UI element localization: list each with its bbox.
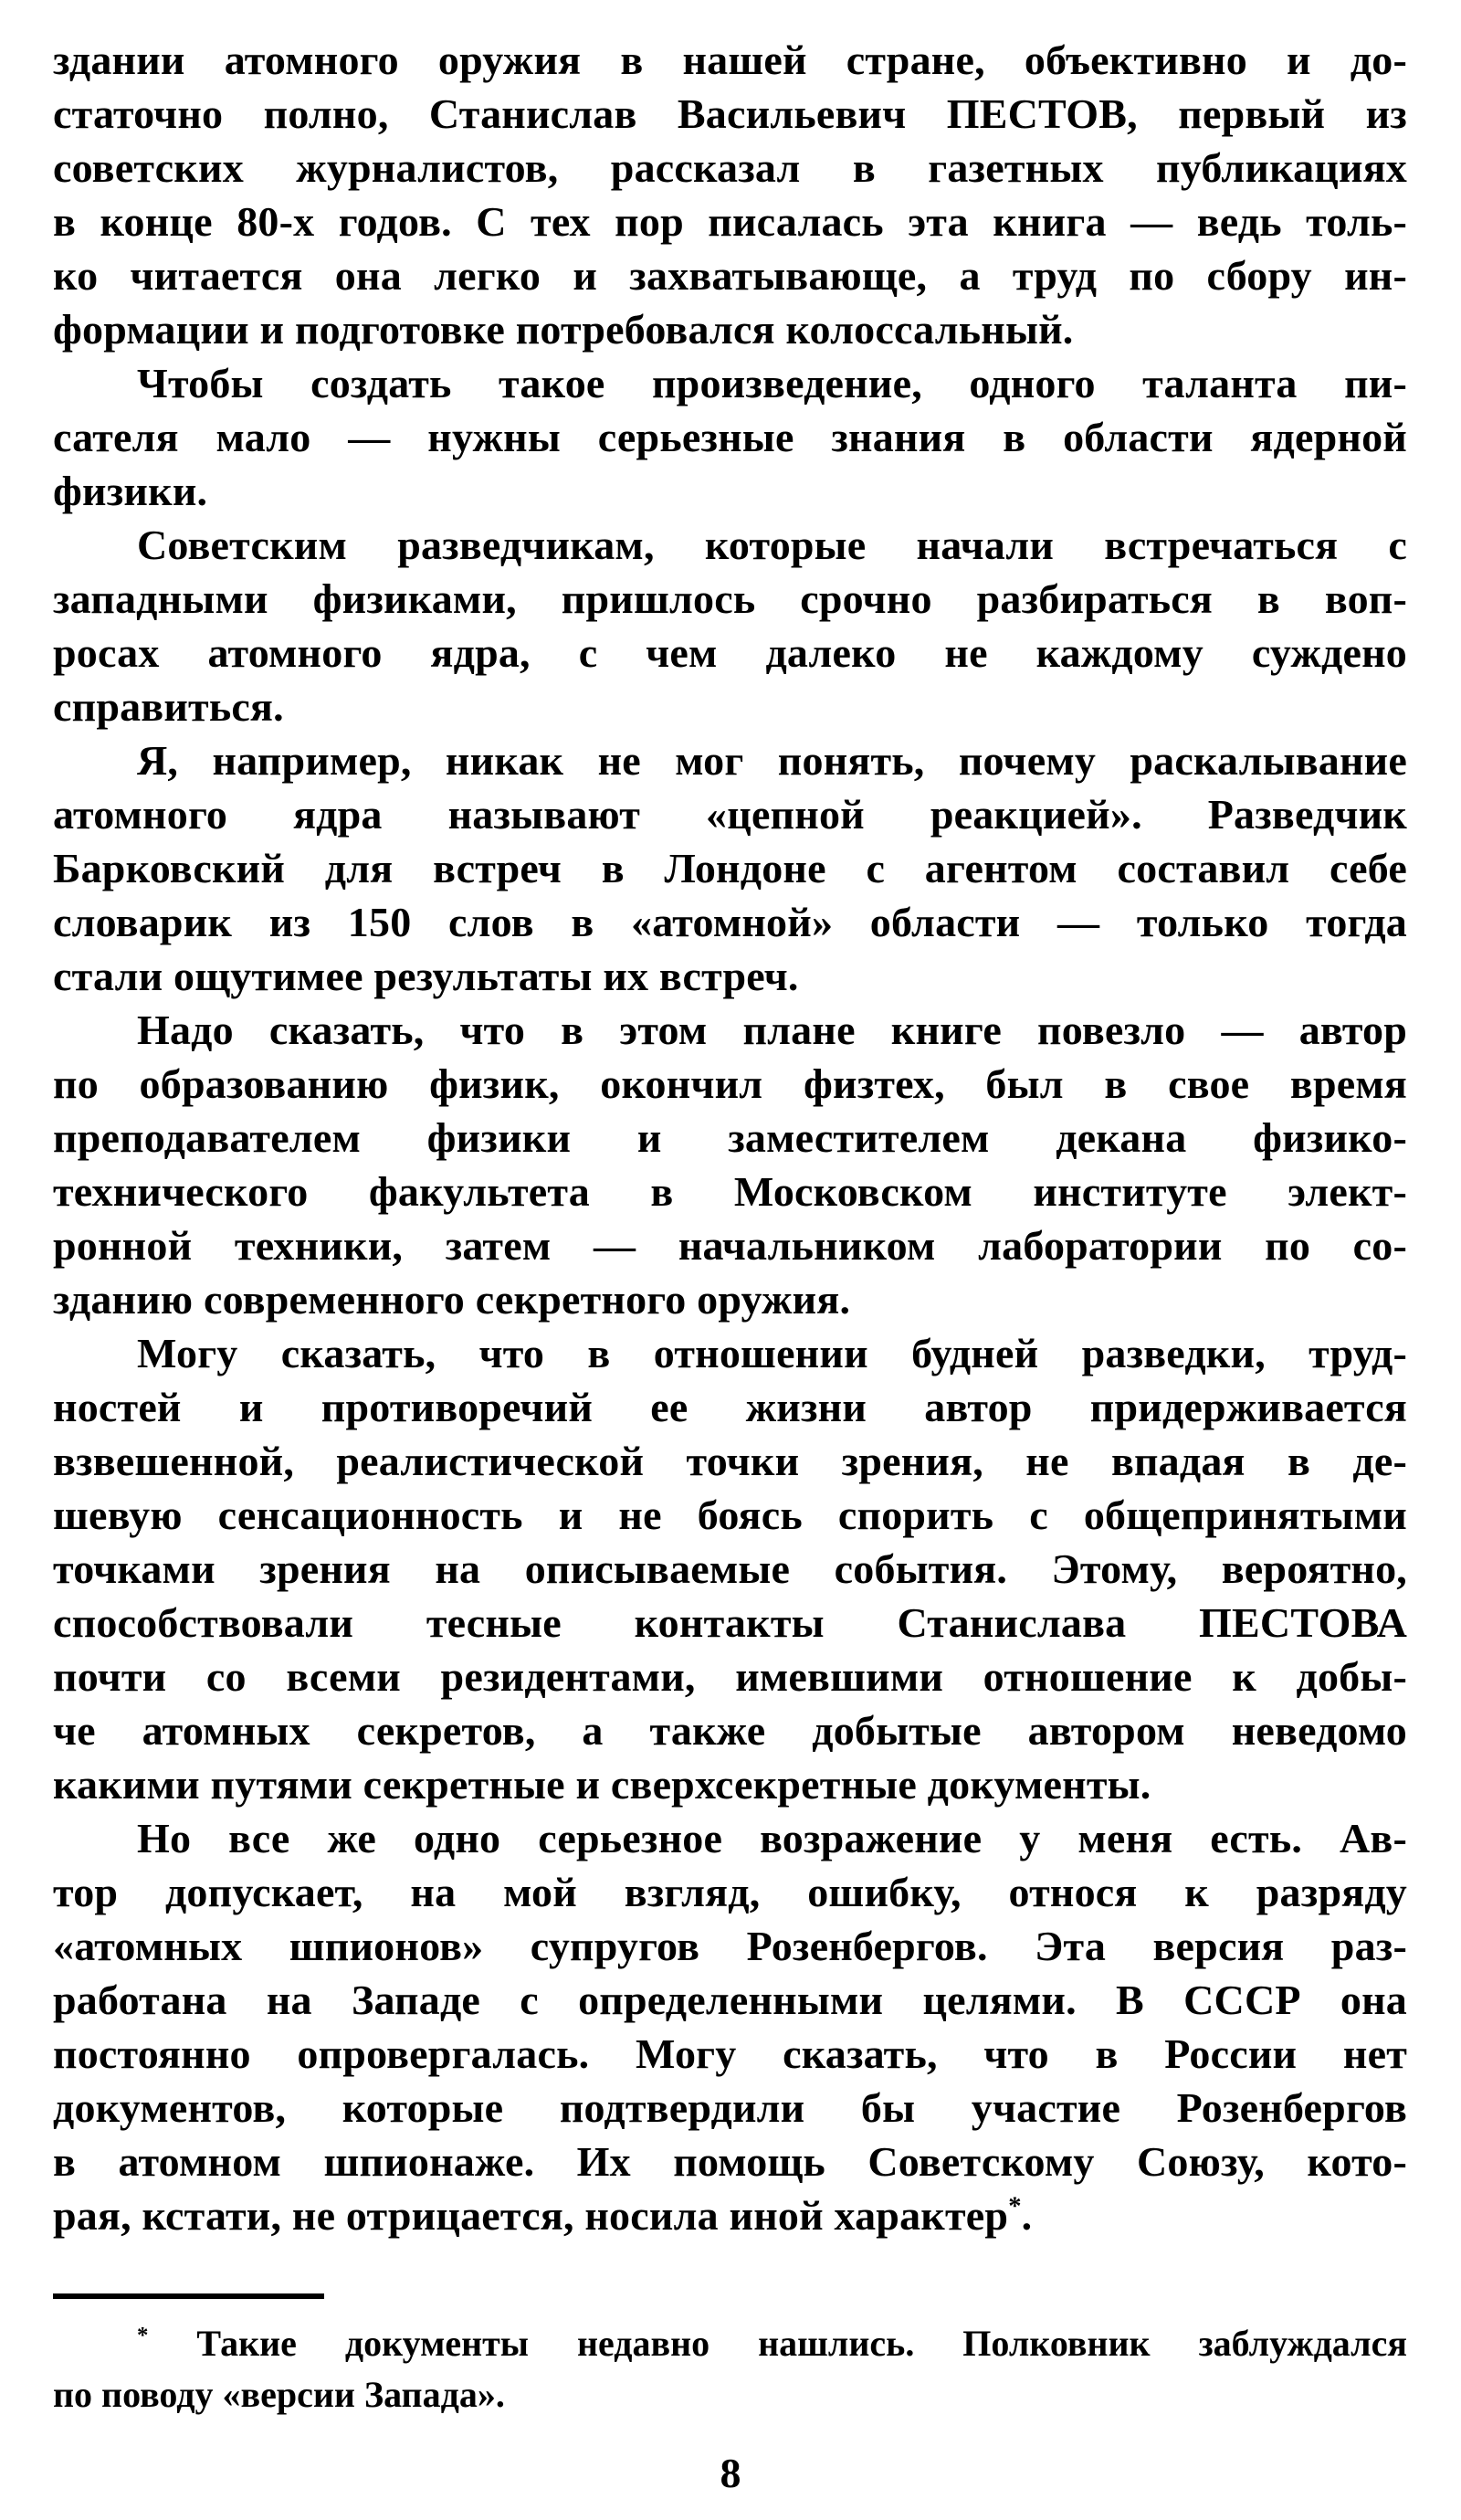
text-line: ностей и противоречий ее жизни автор придерживается <box>53 1384 1407 1430</box>
text-line: статочно полно, Станислав Васильевич ПЕСТОВ, первый из <box>53 90 1407 137</box>
text-line: в конце 80-х годов. С тех пор писалась эта книга — ведь толь- <box>53 198 1407 245</box>
footnote <box>53 2318 1407 2420</box>
text-line: Но все же одно серьезное возражение у меня есть. Ав- <box>137 1815 1407 1861</box>
text-line: технического факультета в Московском институте элект- <box>53 1168 1407 1215</box>
text-line: точками зрения на описываемые события. Этому, вероятно, <box>53 1545 1407 1592</box>
text-line: че атомных секретов, а также добытые автором неведомо <box>53 1707 1407 1754</box>
text-line: постоянно опровергалась. Могу сказать, что в России нет <box>53 2030 1407 2077</box>
paragraph <box>53 356 1407 518</box>
text-line: советских журналистов, рассказал в газетных публикациях <box>53 144 1407 191</box>
text-block <box>53 33 1407 2242</box>
paragraph <box>53 518 1407 733</box>
text-line: шевую сенсационность и не боясь спорить с общепринятыми <box>53 1492 1407 1538</box>
text-line: словарик из 150 слов в «атомной» области — только тогда <box>53 899 1407 945</box>
text-line: здании атомного оружия в нашей стране, объективно и до- <box>53 37 1407 83</box>
text-line: справиться. <box>53 683 284 730</box>
text-line: преподавателем физики и заместителем декана физико- <box>53 1114 1407 1161</box>
text-line: Чтобы создать такое произведение, одного таланта пи- <box>137 360 1407 406</box>
paragraph <box>53 1326 1407 1811</box>
text-line: Барковский для встреч в Лондоне с агентом составил себе <box>53 845 1407 891</box>
text-line: западными физиками, пришлось срочно разбираться в воп- <box>53 575 1407 622</box>
text-line: «атомных шпионов» супругов Розенбергов. Эта версия раз- <box>53 1923 1407 1969</box>
text-line: Надо сказать, что в этом плане книге повезло — автор <box>137 1007 1407 1053</box>
text-line: ко читается она легко и захватывающе, а труд по сбору ин- <box>53 252 1407 299</box>
text-line: стали ощутимее результаты их встреч. <box>53 953 799 999</box>
text-line: почти со всеми резидентами, имевшими отношение к добы- <box>53 1653 1407 1700</box>
text-line: Я, например, никак не мог понять, почему раскалывание <box>137 737 1407 784</box>
paragraph <box>53 733 1407 1003</box>
text-line: по образованию физик, окончил физтех, был в свое время <box>53 1060 1407 1107</box>
text-line: формации и подготовке потребовался колоссальный. <box>53 306 1074 353</box>
text-line: какими путями секретные и сверхсекретные документы. <box>53 1761 1151 1808</box>
text-line: физики. <box>53 468 208 514</box>
text-line: документов, которые подтвердили бы участие Розенбергов <box>53 2084 1407 2131</box>
text-line: в атомном шпионаже. Их помощь Советскому Союзу, кото- <box>53 2138 1407 2185</box>
footnote-marker-icon: * <box>137 2323 149 2348</box>
text-line: зданию современного секретного оружия. <box>53 1276 851 1323</box>
paragraph <box>53 1003 1407 1326</box>
text-line: взвешенной, реалистической точки зрения, не впадая в де- <box>53 1438 1407 1484</box>
text-line: работана на Западе с определенными целями. В СССР она <box>53 1977 1407 2023</box>
paragraph <box>53 1811 1407 2242</box>
footnote-divider <box>53 2293 324 2299</box>
text-line: по поводу «версии Запада». <box>53 2374 505 2415</box>
text-line: атомного ядра называют «цепной реакцией». Разведчик <box>53 791 1407 838</box>
footnote-marker-icon: * <box>1008 2192 1022 2221</box>
text-line: способствовали тесные контакты Станислава ПЕСТОВА <box>53 1599 1407 1646</box>
text-line: ронной техники, затем — начальником лаборатории по со- <box>53 1222 1407 1269</box>
page-number: 8 <box>720 2450 741 2496</box>
text-line: * Такие документы недавно нашлись. Полковник заблуждался <box>137 2323 1407 2364</box>
text-line: росах атомного ядра, с чем далеко не каждому суждено <box>53 629 1407 676</box>
paragraph <box>53 33 1407 356</box>
text-line: рая, кстати, не отрицается, носила иной характер*. <box>53 2192 1033 2239</box>
text-line: Советским разведчикам, которые начали встречаться с <box>137 522 1407 568</box>
text-line: тор допускает, на мой взгляд, ошибку, относя к разряду <box>53 1869 1407 1915</box>
text-line: Могу сказать, что в отношении будней разведки, труд- <box>137 1330 1407 1376</box>
text-line: сателя мало — нужны серьезные знания в области ядерной <box>53 414 1407 460</box>
